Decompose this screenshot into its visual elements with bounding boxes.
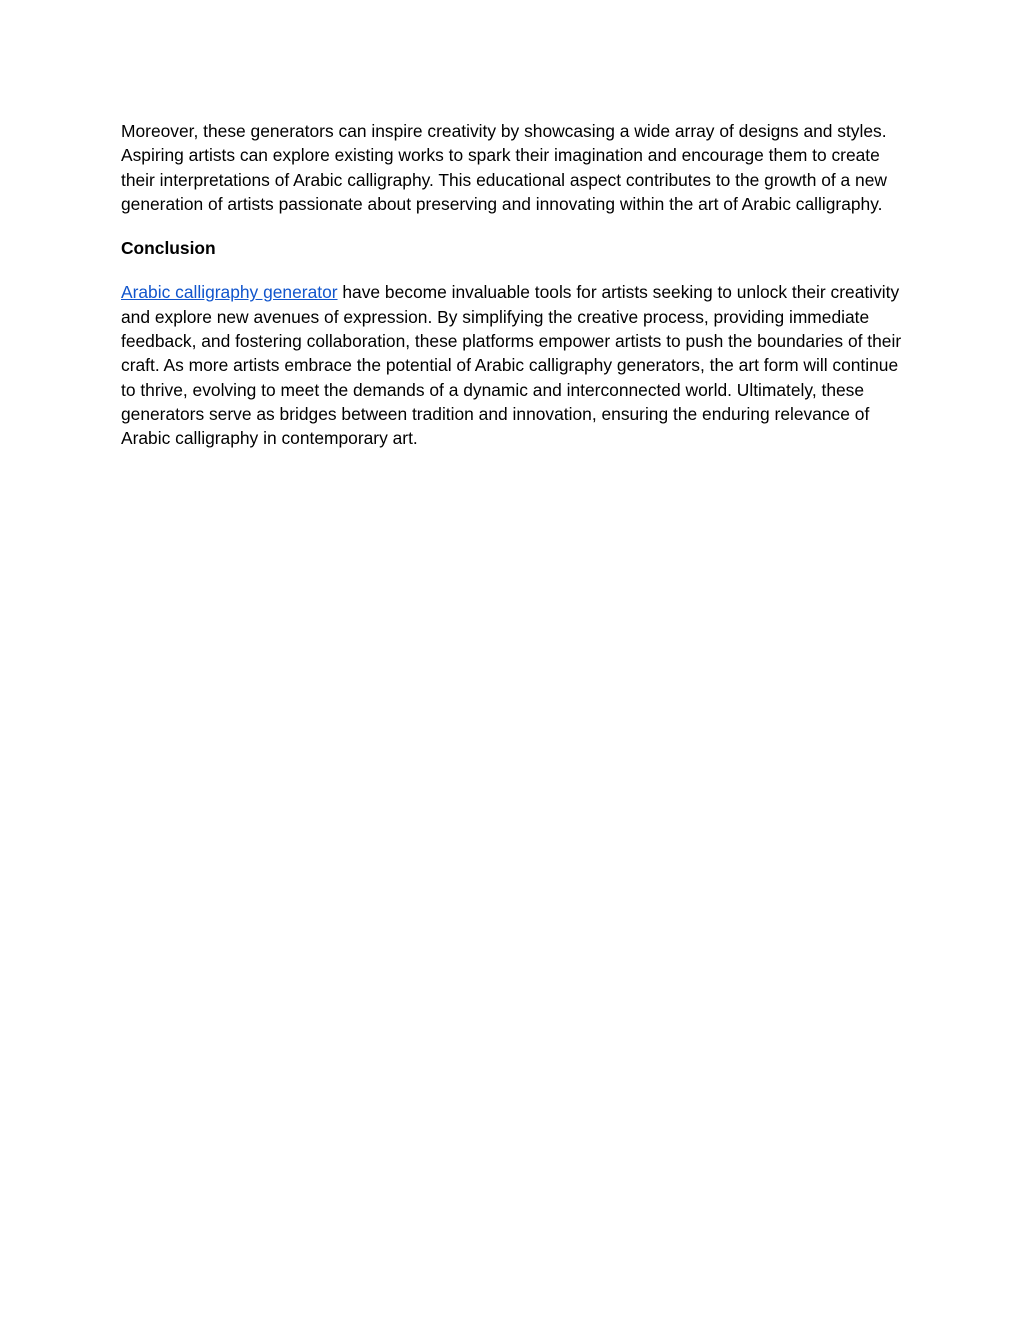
section-heading: Conclusion xyxy=(121,238,216,259)
arabic-calligraphy-generator-link[interactable]: Arabic calligraphy generator xyxy=(121,282,338,303)
document-body xyxy=(121,119,911,451)
conclusion-text: have become invaluable tools for artists seeking to unlock their creativity and explore new avenues of expression. By simplifying the creative process, providing immediate feedback, and fostering collaboration, these platforms empower artists to push the boundaries of their craft. As more artists embrace the potential of Arabic calligraphy generators, the art form will continue to thrive, evolving to meet the demands of a dynamic and interconnected world. Ultimately, these generators serve as bridges between tradition and innovation, ensuring the enduring relevance of Arabic calligraphy in contemporary art. xyxy=(121,282,902,449)
body-paragraph: Moreover, these generators can inspire creativity by showcasing a wide array of designs and styles. Aspiring artists can explore existing works to spark their imagination and encourage them to create their interpretations of Arabic calligraphy. This educational aspect contributes to the growth of a new generation of artists passionate about preserving and innovating within the art of Arabic calligraphy. xyxy=(121,121,887,214)
conclusion-paragraph xyxy=(121,280,911,450)
